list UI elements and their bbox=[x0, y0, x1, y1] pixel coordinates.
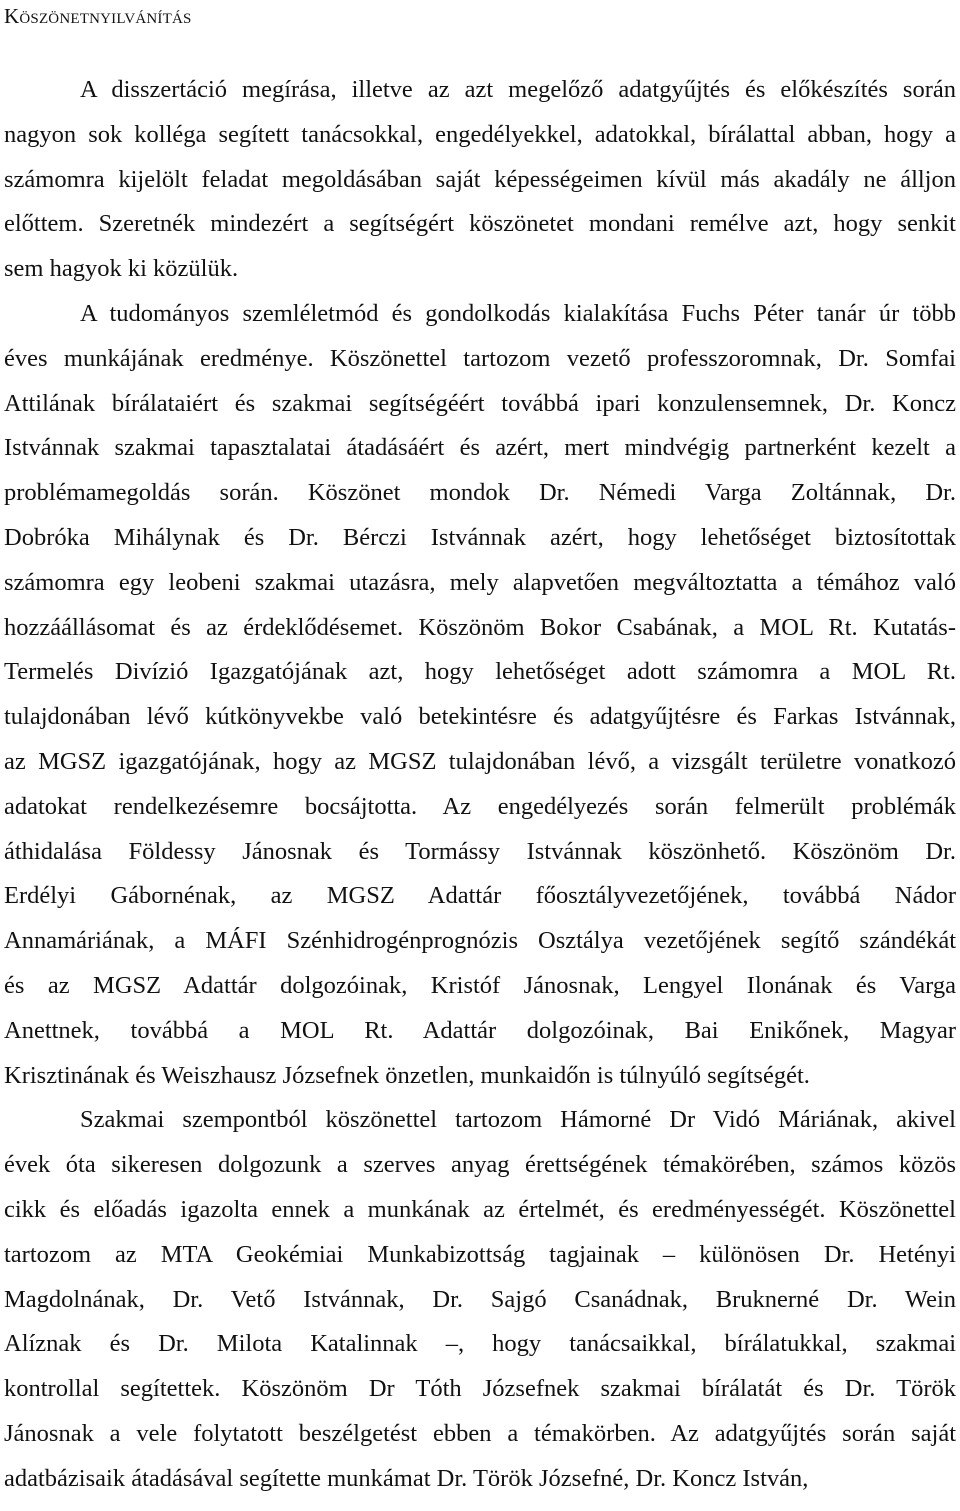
text-line: Termelés Divízió Igazgatójának azt, hogy lehetőséget adott számomra a MOL Rt. bbox=[4, 658, 956, 686]
text-line: Krisztinának és Weiszhausz Józsefnek önzetlen, munkaidőn is túlnyúló segítségét. bbox=[4, 1061, 810, 1089]
text-line: az MGSZ igazgatójának, hogy az MGSZ tulajdonában lévő, a vizsgált területre vonatkozó bbox=[4, 747, 956, 775]
text-line: Jánosnak a vele folytatott beszélgetést ebben a témakörben. Az adatgyűjtés során saját bbox=[4, 1419, 956, 1447]
paragraph bbox=[4, 292, 956, 1098]
text-line: Anettnek, továbbá a MOL Rt. Adattár dolgozóinak, Bai Enikőnek, Magyar bbox=[4, 1016, 956, 1044]
paragraph bbox=[4, 68, 956, 292]
text-line: Annamáriának, a MÁFI Szénhidrogénprognózis Osztálya vezetőjének segítő szándékát bbox=[4, 927, 956, 955]
text-line: áthidalása Földessy Jánosnak és Tormássy Istvánnak köszönhető. Köszönöm Dr. bbox=[4, 837, 956, 865]
text-line: Attilának bírálataiért és szakmai segítségéért továbbá ipari konzulensemnek, Dr. Koncz bbox=[4, 389, 956, 417]
text-line: Magdolnának, Dr. Vető Istvánnak, Dr. Sajgó Csanádnak, Bruknerné Dr. Wein bbox=[4, 1285, 956, 1313]
text-line: Istvánnak szakmai tapasztalatai átadásáért és azért, mert mindvégig partnerként kezelt a bbox=[4, 434, 956, 462]
text-line: számomra kijelölt feladat megoldásában saját képességeimen kívül más akadály ne álljon bbox=[4, 165, 956, 193]
text-line: adatokat rendelkezésemre bocsájtotta. Az engedélyezés során felmerült problémák bbox=[4, 792, 956, 820]
text-line: és az MGSZ Adattár dolgozóinak, Kristóf Jánosnak, Lengyel Ilonának és Varga bbox=[4, 971, 956, 999]
text-line: számomra egy leobeni szakmai utazásra, mely alapvetően megváltoztatta a témához való bbox=[4, 568, 956, 596]
document-page bbox=[4, 0, 956, 1502]
text-line: adatbázisaik átadásával segítette munkámat Dr. Török Józsefné, Dr. Koncz István, bbox=[4, 1464, 809, 1492]
text-line: Alíznak és Dr. Milota Katalinnak –, hogy tanácsaikkal, bírálatukkal, szakmai bbox=[4, 1330, 956, 1358]
text-line: éves munkájának eredménye. Köszönettel tartozom vezető professzoromnak, Dr. Somfai bbox=[4, 344, 956, 372]
text-line: kontrollal segítettek. Köszönöm Dr Tóth Józsefnek szakmai bírálatát és Dr. Török bbox=[4, 1375, 956, 1403]
text-line: tartozom az MTA Geokémiai Munkabizottság tagjainak – különösen Dr. Hetényi bbox=[4, 1240, 956, 1268]
text-line: hozzáállásomat és az érdeklődésemet. Köszönöm Bokor Csabának, a MOL Rt. Kutatás- bbox=[4, 613, 956, 641]
text-line: Erdélyi Gábornénak, az MGSZ Adattár főosztályvezetőjének, továbbá Nádor bbox=[4, 882, 956, 910]
text-line: nagyon sok kolléga segített tanácsokkal, engedélyekkel, adatokkal, bírálattal abban, hogy a bbox=[4, 120, 956, 148]
text-line: Dobróka Mihálynak és Dr. Bérczi Istvánnak azért, hogy lehetőséget biztosítottak bbox=[4, 523, 956, 551]
text-line: sem hagyok ki közülük. bbox=[4, 255, 239, 283]
paragraph bbox=[4, 1098, 956, 1501]
text-line: Szakmai szempontból köszönettel tartozom Hámorné Dr Vidó Máriának, akivel bbox=[80, 1106, 956, 1134]
text-line: tulajdonában lévő kútkönyvekbe való betekintésre és adatgyűjtésre és Farkas Istvánnak, bbox=[4, 703, 956, 731]
text-line: előttem. Szeretnék mindezért a segítségért köszönetet mondani remélve azt, hogy senkit bbox=[4, 210, 956, 238]
text-line: cikk és előadás igazolta ennek a munkának az értelmét, és eredményességét. Köszönettel bbox=[4, 1195, 956, 1223]
text-line: A tudományos szemléletmód és gondolkodás kialakítása Fuchs Péter tanár úr több bbox=[80, 299, 956, 327]
text-line: A disszertáció megírása, illetve az azt megelőző adatgyűjtés és előkészítés során bbox=[80, 76, 956, 103]
text-line: évek óta sikeresen dolgozunk a szerves anyag érettségének témakörében, számos közös bbox=[4, 1151, 956, 1179]
document-body bbox=[4, 68, 956, 1502]
text-line: problémamegoldás során. Köszönet mondok Dr. Némedi Varga Zoltánnak, Dr. bbox=[4, 479, 956, 507]
page-title: Köszönetnyilvánítás bbox=[4, 4, 192, 28]
